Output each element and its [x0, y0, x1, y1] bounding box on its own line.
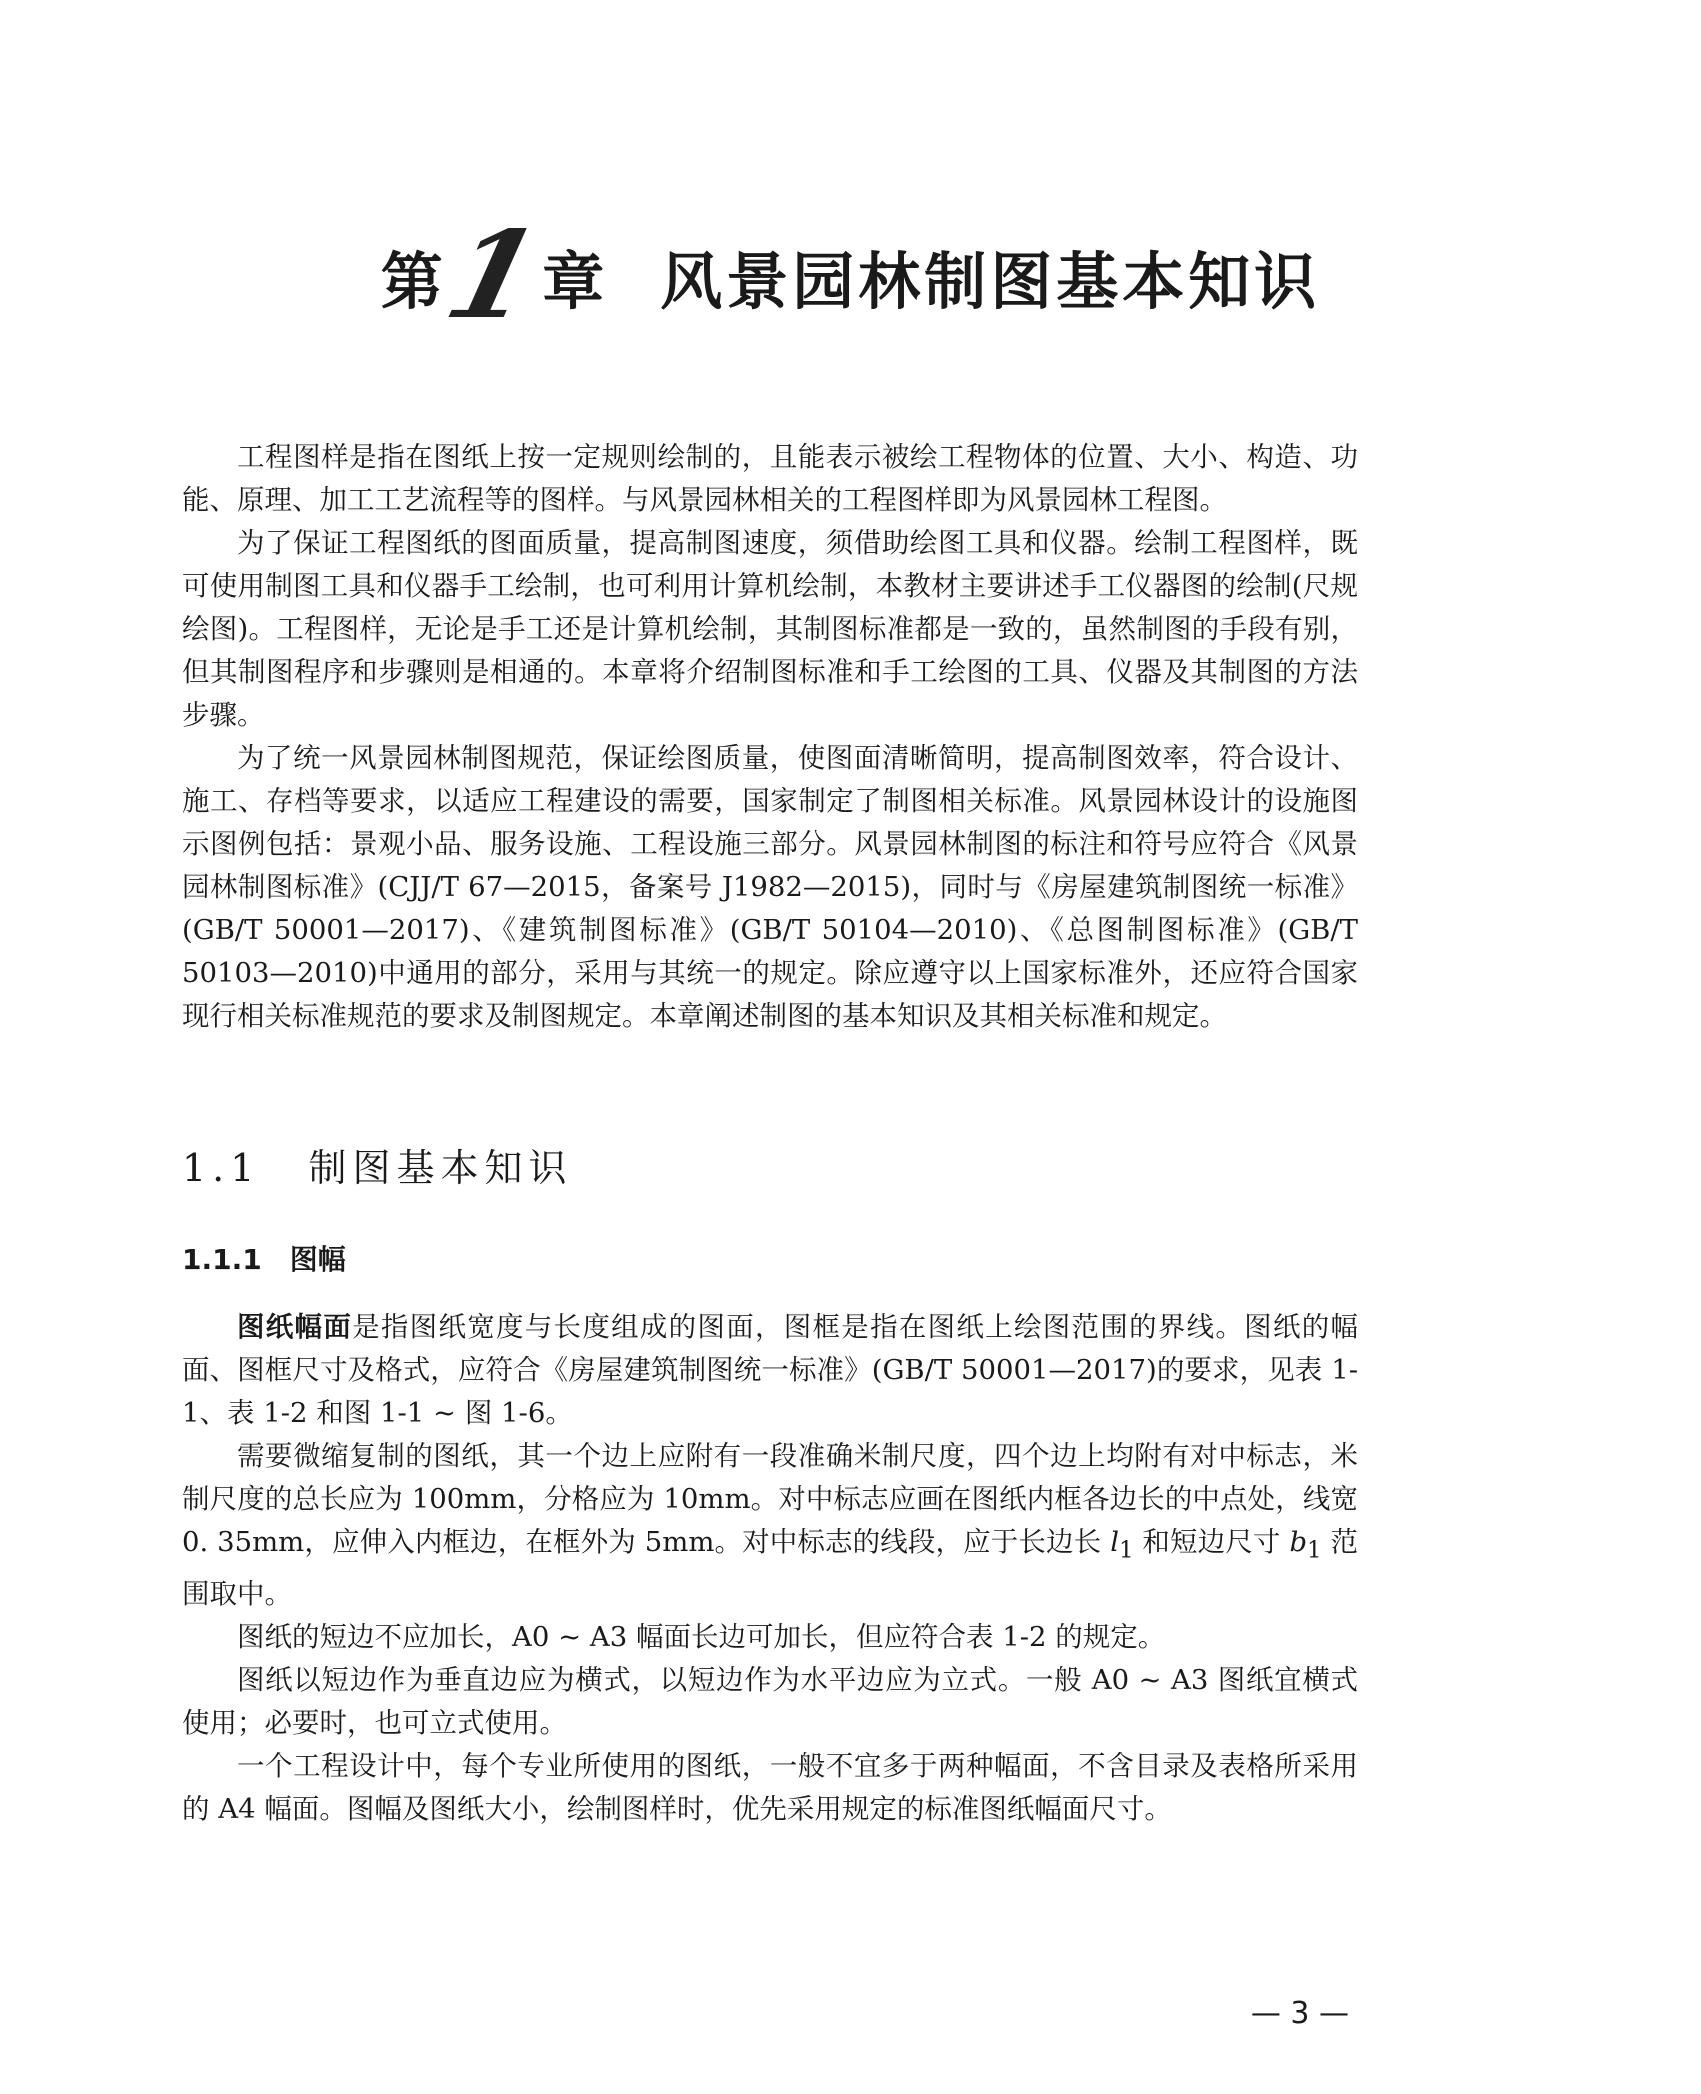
- chapter-number: 1: [433, 205, 556, 346]
- paragraph-2-text-b: 和短边尺寸: [1133, 1526, 1290, 1558]
- subsection-paragraph-4: 图纸以短边作为垂直边应为横式，以短边作为水平边应为立式。一般 A0 ~ A3 图纸宜横式使用；必要时，也可立式使用。: [182, 1663, 1358, 1739]
- intro-text: [182, 436, 1358, 1038]
- chapter-title-text: 风景园林制图基本知识: [660, 245, 1321, 318]
- paragraph-2-text-c: 范围取中。: [182, 1526, 1358, 1610]
- variable-b: b: [1289, 1526, 1308, 1558]
- subsection-paragraph-2: [182, 1435, 1358, 1616]
- subsection-paragraph-1: [182, 1306, 1358, 1435]
- section-title: 制图基本知识: [308, 1146, 573, 1190]
- paragraph-1-text: 是指图纸宽度与长度组成的图面，图框是指在图纸上绘图范围的界线。图纸的幅面、图框尺寸及格式，应符合《房屋建筑制图统一标准》(GB/T 50001—2017)的要求，见表 1-1、表 1-2 和图 1-1 ~ 图 1-6。: [182, 1311, 1359, 1429]
- term-tuzhifumian: 图纸幅面: [237, 1311, 353, 1343]
- intro-paragraph-2: 为了保证工程图纸的图面质量，提高制图速度，须借助绘图工具和仪器。绘制工程图样，既可使用制图工具和仪器手工绘制，也可利用计算机绘制，本教材主要讲述手工仪器图的绘制(尺规绘图)。工程图样，无论是手工还是计算机绘制，其制图标准都是一致的，虽然制图的手段有别，但其制图程序和步骤则是相通的。本章将介绍制图标准和手工绘图的工具、仪器及其制图的方法步骤。: [182, 527, 1358, 731]
- subsection-number: 1.1.1: [182, 1243, 262, 1276]
- intro-paragraph-1: 工程图样是指在图纸上按一定规则绘制的，且能表示被绘工程物体的位置、大小、构造、功能、原理、加工工艺流程等的图样。与风景园林相关的工程图样即为风景园林工程图。: [182, 441, 1358, 516]
- chapter-prefix: 第: [380, 245, 447, 318]
- section-heading: [182, 1138, 572, 1198]
- subsection-paragraph-5: 一个工程设计中，每个专业所使用的图纸，一般不宜多于两种幅面，不含目录及表格所采用的 A4 幅面。图幅及图纸大小，绘制图样时，优先采用规定的标准图纸幅面尺寸。: [182, 1749, 1358, 1825]
- subsection-title: 图幅: [289, 1243, 346, 1276]
- chapter-suffix: 章: [542, 245, 609, 318]
- variable-l: l: [1110, 1526, 1119, 1558]
- subsection-text: [182, 1306, 1358, 1831]
- chapter-title: [0, 205, 1701, 346]
- subsection-paragraph-3: 图纸的短边不应加长，A0 ~ A3 幅面长边可加长，但应符合表 1-2 的规定。: [237, 1620, 1166, 1653]
- paragraph-2-text-a: 需要微缩复制的图纸，其一个边上应附有一段准确米制尺度，四个边上均附有对中标志，米制尺度的总长应为 100mm，分格应为 10mm。对中标志应画在图纸内框各边长的中点处，线宽 0. 35mm，应伸入内框边，在框外为 5mm。对中标志的线段，应于长边长: [182, 1440, 1358, 1558]
- page-number: — 3 —: [1250, 1996, 1349, 2031]
- section-number: 1.1: [182, 1146, 261, 1190]
- subscript-l: 1: [1118, 1537, 1134, 1564]
- intro-paragraph-3: 为了统一风景园林制图规范，保证绘图质量，使图面清晰简明，提高制图效率，符合设计、施工、存档等要求，以适应工程建设的需要，国家制定了制图相关标准。风景园林设计的设施图示图例包括：景观小品、服务设施、工程设施三部分。风景园林制图的标注和符号应符合《风景园林制图标准》(CJJ/T 67—2015，备案号 J1982—2015)，同时与《房屋建筑制图统一标准》(GB/T 50001—2017)、《建筑制图标准》(GB/T 50104—2010)、《总图制图标准》(GB/T 50103—2010)中通用的部分，采用与其统一的规定。除应遵守以上国家标准外，还应符合国家现行相关标准规范的要求及制图规定。本章阐述制图的基本知识及其相关标准和规定。: [182, 742, 1358, 1032]
- subsection-heading: [182, 1238, 346, 1282]
- subscript-b: 1: [1307, 1537, 1322, 1564]
